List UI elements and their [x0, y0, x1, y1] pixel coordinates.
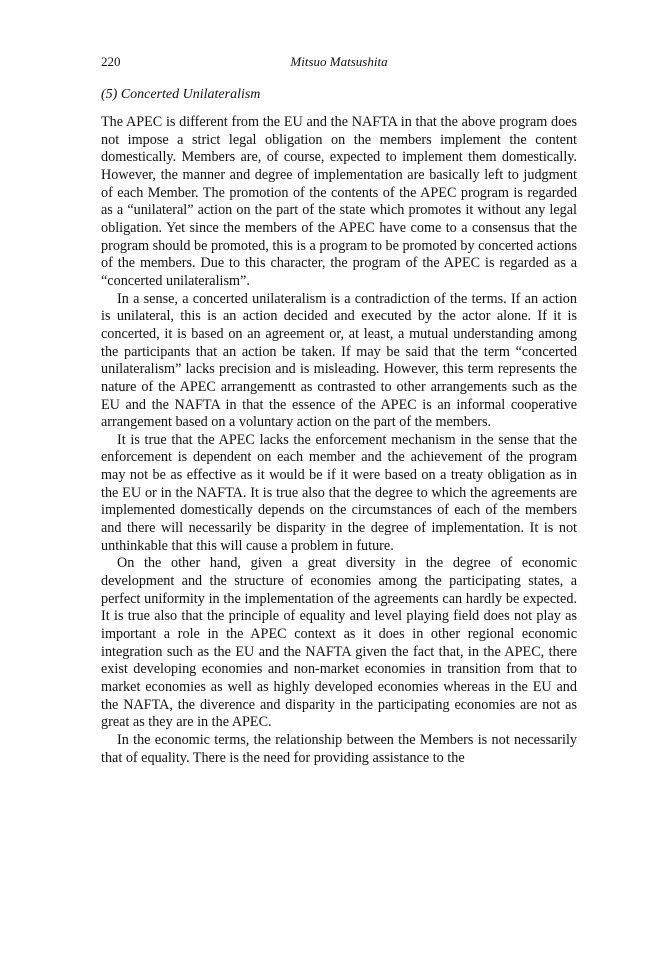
running-head [101, 52, 577, 72]
page-number: 220 [101, 54, 121, 69]
body-text [101, 114, 577, 767]
paragraph: In the economic terms, the relationship between the Members is not necessarily that of equality. There is the need for providing assistance to the [101, 731, 577, 766]
paragraph: On the other hand, given a great diversity in the degree of economic development and the structure of economies among the participating states, a perfect uniformity in the implementation of the agreements can hardly be expected. It is true also that the principle of equality and level playing field does not play as important a role in the APEC context as it does in other regional economic integration such as the EU and the NAFTA given the fact that, in the APEC, there exist developing economies and non-market economies in transition from that to market economies as well as highly developed economies whereas in the EU and the NAFTA, the diverence and disparity in the participating economies are not as great as they are in the APEC. [101, 555, 577, 731]
paragraph: In a sense, a concerted unilateralism is a contradiction of the terms. If an action is unilateral, this is an action decided and executed by the actor alone. If it is concerted, it is based on an agreement or, at least, a mutual understanding among the participants that an action be taken. If may be said that the term “concerted unilateralism” lacks precision and is misleading. However, this term represents the nature of the APEC arrangementt as contrasted to other arrangements such as the EU and the NAFTA in that the essence of the APEC is an informal cooperative arrangement based on a voluntary action on the part of the members. [101, 290, 577, 431]
book-page [101, 52, 577, 767]
running-title-author: Mitsuo Matsushita [290, 54, 388, 69]
paragraph: The APEC is different from the EU and the NAFTA in that the above program does not impose a strict legal obligation on the members implement the content domestically. Members are, of course, expected to implement them domestically. However, the manner and degree of implementation are basically left to judgment of each Member. The promotion of the contents of the APEC program is regarded as a “unilateral” action on the part of the state which promotes it without any legal obligation. Yet since the members of the APEC have come to a consensus that the program should be promoted, this is a program to be promoted by concerted actions of the members. Due to this character, the program of the APEC is regarded as a “concerted unilateralism”. [101, 114, 577, 289]
section-heading: (5) Concerted Unilateralism [101, 87, 261, 102]
paragraph: It is true that the APEC lacks the enforcement mechanism in the sense that the enforcement is dependent on each member and the achievement of the program may not be as effective as it would be if it were based on a treaty obligation as in the EU or in the NAFTA. It is true also that the degree to which the agreements are implemented domestically depends on the circumstances of each of the members and there will necessarily be disparity in the degree of implementation. It is not unthinkable that this will cause a problem in future. [101, 431, 577, 554]
